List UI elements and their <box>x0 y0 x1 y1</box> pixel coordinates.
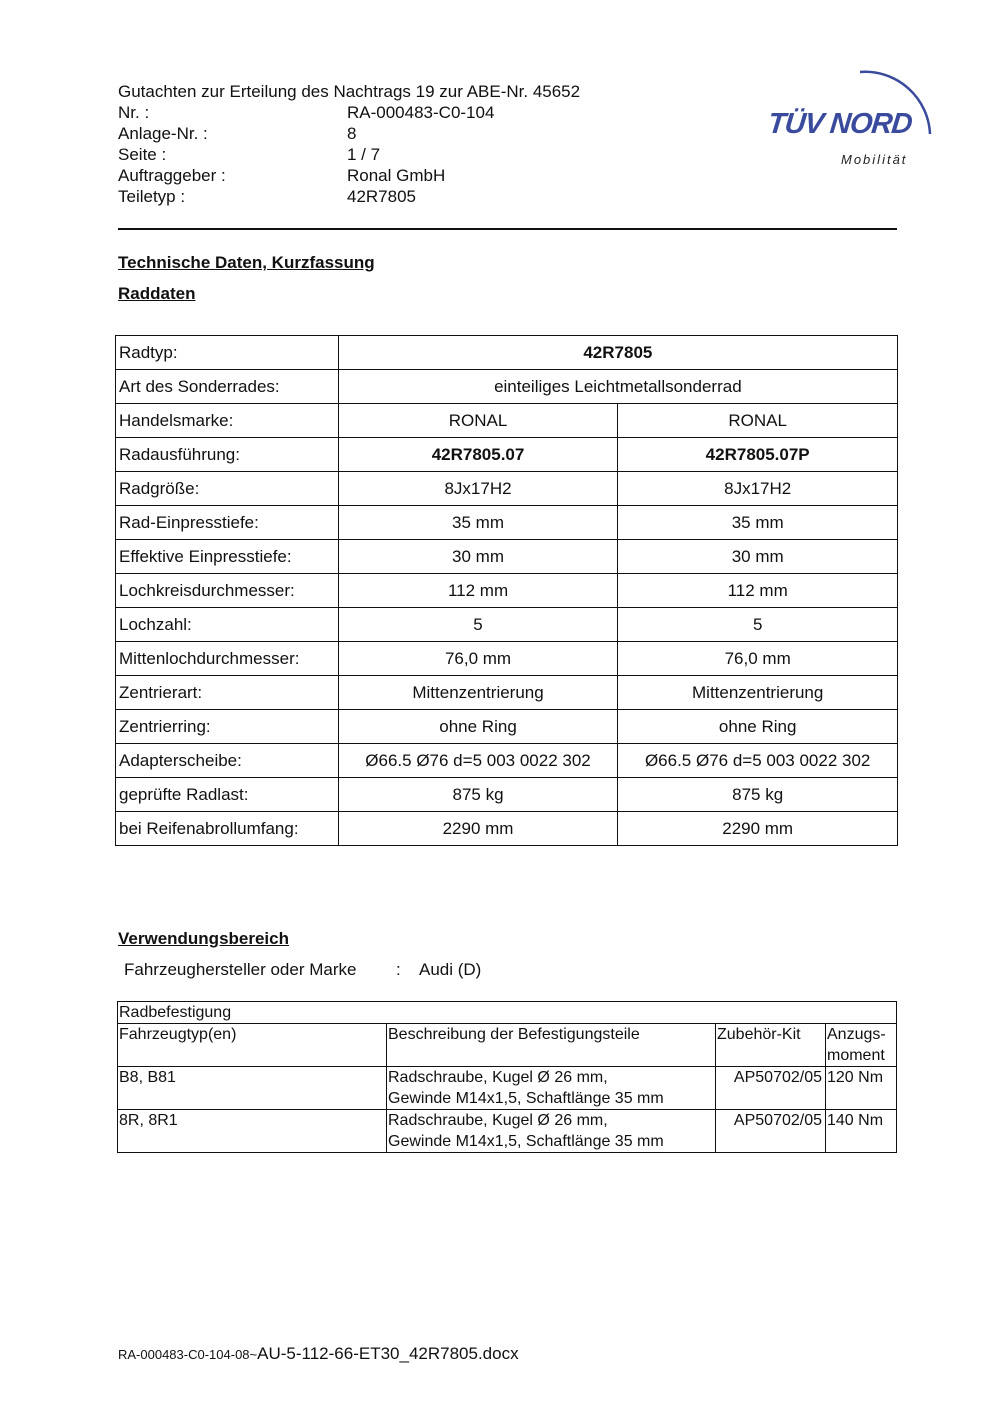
table-row <box>116 404 898 438</box>
cell-kit: AP50702/05 <box>716 1110 826 1153</box>
cell-typ: B8, B81 <box>118 1067 387 1110</box>
radtyp-value: 42R7805 <box>338 336 897 370</box>
row-label: Handelsmarke: <box>116 404 339 438</box>
header-key: Nr. : <box>118 103 150 122</box>
footer-filename <box>118 1344 519 1364</box>
row-label: geprüfte Radlast: <box>116 778 339 812</box>
cell-a: RONAL <box>338 404 618 438</box>
table-row <box>116 370 898 404</box>
tuev-nord-logo <box>765 56 945 176</box>
header-key: Auftraggeber : <box>118 166 226 185</box>
table-row <box>116 438 898 472</box>
row-label: Radgröße: <box>116 472 339 506</box>
logo-brand: TÜV NORD <box>766 108 914 140</box>
cell-b: 35 mm <box>618 506 898 540</box>
cell-moment: 140 Nm <box>826 1110 897 1153</box>
cell-beschreibung: Radschraube, Kugel Ø 26 mm, Gewinde M14x1,5, Schaftlänge 35 mm <box>387 1110 716 1153</box>
cell-a: 8Jx17H2 <box>338 472 618 506</box>
cell-beschreibung: Radschraube, Kugel Ø 26 mm, Gewinde M14x1,5, Schaftlänge 35 mm <box>387 1067 716 1110</box>
row-label: Effektive Einpresstiefe: <box>116 540 339 574</box>
header-value: RA-000483-C0-104 <box>347 103 495 122</box>
cell-moment: 120 Nm <box>826 1067 897 1110</box>
befestigung-table <box>117 1001 897 1153</box>
header-key: Teiletyp : <box>118 187 186 206</box>
cell-a: 42R7805.07 <box>338 438 618 472</box>
section-title: Technische Daten, Kurzfassung <box>118 253 375 272</box>
cell-a: 875 kg <box>338 778 618 812</box>
table-caption-row <box>118 1002 897 1024</box>
cell-b: 875 kg <box>618 778 898 812</box>
header-value: 8 <box>347 124 357 143</box>
header-beschreibung: Beschreibung der Befestigungsteile <box>387 1024 716 1067</box>
section-subtitle: Raddaten <box>118 284 196 303</box>
row-label: Art des Sonderrades: <box>116 370 339 404</box>
cell-a: 112 mm <box>338 574 618 608</box>
hersteller-value: Audi (D) <box>419 960 482 979</box>
cell-kit: AP50702/05 <box>716 1067 826 1110</box>
raddaten-table <box>115 335 898 846</box>
cell-a: 5 <box>338 608 618 642</box>
table-header-row <box>118 1024 897 1067</box>
cell-a: Ø66.5 Ø76 d=5 003 0022 302 <box>338 744 618 778</box>
cell-b: 8Jx17H2 <box>618 472 898 506</box>
cell-a: Mittenzentrierung <box>338 676 618 710</box>
document-title: Gutachten zur Erteilung des Nachtrags 19 zur ABE-Nr. 45652 <box>118 82 581 101</box>
row-label: bei Reifenabrollumfang: <box>116 812 339 846</box>
cell-typ: 8R, 8R1 <box>118 1110 387 1153</box>
art-value: einteiliges Leichtmetallsonderrad <box>338 370 897 404</box>
table-row <box>116 574 898 608</box>
row-label: Lochzahl: <box>116 608 339 642</box>
table-row <box>116 744 898 778</box>
table-row <box>116 710 898 744</box>
row-label: Lochkreisdurchmesser: <box>116 574 339 608</box>
cell-b: RONAL <box>618 404 898 438</box>
row-label: Mittenlochdurchmesser: <box>116 642 339 676</box>
row-label: Radausführung: <box>116 438 339 472</box>
table-row <box>116 778 898 812</box>
header-key: Seite : <box>118 145 167 164</box>
cell-a: 35 mm <box>338 506 618 540</box>
hersteller-line <box>124 960 482 980</box>
cell-b: 112 mm <box>618 574 898 608</box>
header-divider <box>118 228 897 230</box>
header-kit: Zubehör-Kit <box>716 1024 826 1067</box>
cell-b: 2290 mm <box>618 812 898 846</box>
table-row <box>118 1110 897 1153</box>
cell-b: Mittenzentrierung <box>618 676 898 710</box>
cell-a: ohne Ring <box>338 710 618 744</box>
table-row <box>116 608 898 642</box>
cell-b: 76,0 mm <box>618 642 898 676</box>
table-row <box>116 472 898 506</box>
header-key: Anlage-Nr. : <box>118 124 208 143</box>
header-value: 1 / 7 <box>347 145 381 164</box>
row-label: Zentrierring: <box>116 710 339 744</box>
cell-a: 30 mm <box>338 540 618 574</box>
cell-b: Ø66.5 Ø76 d=5 003 0022 302 <box>618 744 898 778</box>
footer-prefix: RA-000483-C0-104-08~ <box>118 1347 258 1362</box>
logo-subtitle: Mobilität <box>841 152 908 167</box>
header-moment: Anzugs- moment <box>826 1024 897 1067</box>
row-label: Rad-Einpresstiefe: <box>116 506 339 540</box>
table-row <box>118 1067 897 1110</box>
table-row <box>116 540 898 574</box>
header-value: 42R7805 <box>347 187 417 206</box>
hersteller-label: Fahrzeughersteller oder Marke <box>124 960 357 979</box>
cell-b: 30 mm <box>618 540 898 574</box>
table-row <box>116 506 898 540</box>
header-fahrzeugtyp: Fahrzeugtyp(en) <box>118 1024 387 1067</box>
cell-b: 5 <box>618 608 898 642</box>
cell-b: ohne Ring <box>618 710 898 744</box>
verwendung-title: Verwendungsbereich <box>118 929 289 948</box>
row-label: Adapterscheibe: <box>116 744 339 778</box>
table-row <box>116 336 898 370</box>
cell-b: 42R7805.07P <box>618 438 898 472</box>
cell-a: 76,0 mm <box>338 642 618 676</box>
header-value: Ronal GmbH <box>347 166 446 185</box>
row-label: Radtyp: <box>116 336 339 370</box>
table-row <box>116 676 898 710</box>
table-row <box>116 642 898 676</box>
row-label: Zentrierart: <box>116 676 339 710</box>
table-row <box>116 812 898 846</box>
cell-a: 2290 mm <box>338 812 618 846</box>
footer-file: AU-5-112-66-ET30_42R7805.docx <box>257 1344 519 1363</box>
befestigung-caption: Radbefestigung <box>118 1002 897 1024</box>
hersteller-separator: : <box>396 960 401 979</box>
